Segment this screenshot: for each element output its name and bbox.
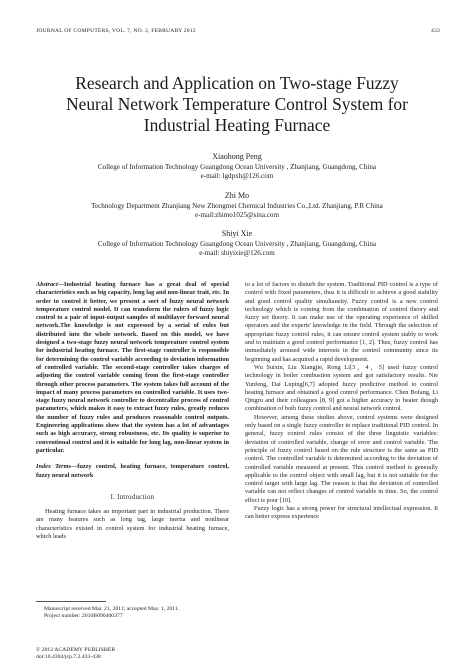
- footnote-line: Project number: 2010B090400377: [44, 613, 123, 620]
- author-block: [30, 152, 444, 182]
- author-name: Xiaohong Peng: [212, 152, 262, 161]
- doi: doi:10.4304/jcp.7.2.433-438: [36, 654, 101, 661]
- title-line: Research and Application on Two-stage Fuzzy: [75, 73, 399, 93]
- left-column: [36, 281, 229, 541]
- body-paragraph: to a lot of factors to disturb the system. Traditional PID control is a type of control with fixed parameters, thus it is difficult to achieve a good stability and good control quality simultaneity. Fuzzy control is a new control technology which is coming from the combination of control theory and fuzzy set theory. It can make use of the operating experience of skilled operators and the experts' knowledge in the field. Through the selection of appropriate fuzzy control rules, it can ensure control system stably to work and to maintain a good control performance [1, 2]. Thus, fuzzy control has immediately aroused wide interests in the control community since its beginning and has acquired a rapid development.: [245, 281, 438, 363]
- abstract-label: Abstract: [36, 281, 58, 288]
- author-affiliation: Technology Department Zhanjiang New Zhongmei Chemical Industries Co.,Ltd. Zhanjiang, P.R China: [91, 202, 383, 211]
- publisher: © 2012 ACADEMY PUBLISHER: [36, 647, 116, 653]
- abstract: [36, 281, 229, 455]
- index-terms: [36, 463, 229, 480]
- author-block: [30, 191, 444, 221]
- section-heading: I. Introduction: [110, 493, 155, 501]
- right-column: [245, 281, 438, 522]
- index-terms-label: Index Terms: [36, 463, 71, 471]
- paper-title: [30, 73, 444, 136]
- journal-name: JOURNAL OF COMPUTERS, VOL. 7, NO. 2, FEBRUARY 2012: [36, 28, 196, 34]
- footnote: [36, 601, 229, 621]
- author-affiliation: College of Information Technology Guangdong Ocean University , Zhanjiang, Guangdong, China: [97, 240, 377, 249]
- body-paragraph: Heating furnace takes an important part in industrial production. There are many features such as long tag, large inertia and nonlinear characteristics existed in control system for industrial heating furnace, which leads: [36, 508, 229, 541]
- body-paragraph: Fuzzy logic has a strong power for structural intellectual expression. It can better express experience: [245, 505, 438, 521]
- abstract-text: —Industrial heating furnace has a great deal of special characteristics such as big capacity, long lag and non-linear trait, etc. In order to control it better, we present a sort of fuzzy neural network temperature control model. It can transform the rulers of fuzzy logic control to a pair of input-output samples of multilayer forward neural network.The knowledge is not expressed by a serial of rules but distributed into the whole network. Based on this model, we have designed a two-stage fuzzy neural network temperature control system for industrial heating furnace. The first-stage controller is responsible for determining the control variable according to deviation information of controlled variable. The second-stage controller takes charges of adjusting the control variable coming from the first-stage controller through other process parameters. The system takes full account of the impact of many process parameters on controlled variable. It uses two-stage fuzzy neural network controller to decentralize process of control parameters, which makes it easy to extract fuzzy rules, greatly reduces the number of fuzzy rules and produces reasonable control outputs. Engineering applications show that the system has a lot of advantages such as high accuracy, strong robustness, etc. Its quality is superior to conventional control and it is suitable for long lag, non-linear system in particular.: [36, 281, 229, 454]
- footnote-line: Manuscript received Mar. 21, 2011; accepted May. 1, 2011.: [44, 606, 180, 612]
- author-block: [30, 229, 444, 259]
- running-head: [36, 28, 440, 38]
- body-paragraph: Wu Suixin, Liu Xiangjie, Rong Li[3，4，5] used fuzzy control technology in boiler combustion system and got satisfactory results. Nie Yunfeng, Dai Luping[6,7] adopted fuzzy predictive method to control heating furnace and obtained a good control performance. Chen Bofang, Li Qingru and their colleagues [8, 9] got a higher accuracy to heater though combination of both fuzzy control and neural network control.: [245, 363, 438, 413]
- author-email: e-mail:zhimo1025@sina.com: [195, 211, 279, 220]
- author-email: e-mail: shiyixie@126.com: [199, 249, 275, 258]
- author-name: Zhi Mo: [224, 191, 250, 200]
- author-name: Shiyi Xie: [221, 229, 253, 238]
- author-affiliation: College of Information Technology Guangdong Ocean University , Zhanjiang, Guangdong, China: [97, 163, 377, 172]
- author-email: e-mail: lgdpxh@126.com: [200, 172, 274, 181]
- page-footer: [36, 647, 115, 662]
- index-terms-text: —fuzzy control, heating furnace, temperature control, fuzzy neural network: [36, 463, 229, 479]
- title-line: Industrial Heating Furnace: [143, 115, 331, 135]
- page-number: 433: [431, 28, 440, 34]
- footnote-rule: [36, 601, 106, 602]
- body-paragraph: However, among these studies above, control systems were designed only based on a single fuzzy controller to replace traditional PID control. In general, fuzzy control rules consist of the three linguistic variables: deviation of controlled variable, change of error and control variable. The principle of fuzzy control based on the rule structure is the same as PID control. The controlled variable is determined according to the deviation of controlled variable measured at present. This control method is generally applicable to the control object with small lag, but it is not suitable for the control target with large lag. The reason is that the deviation of controlled variable can not reflect changes of control variable in time. So, the control effect is poor [10].: [245, 413, 438, 504]
- title-line: Neural Network Temperature Control System for: [66, 94, 408, 114]
